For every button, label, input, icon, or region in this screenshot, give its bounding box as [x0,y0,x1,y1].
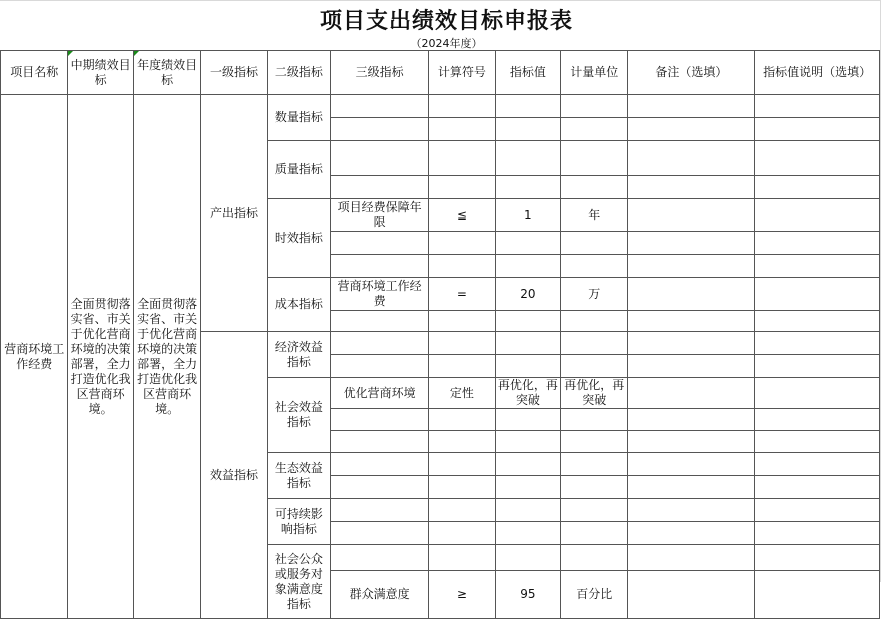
header-level1[interactable]: 一级指标 [201,51,267,95]
cell[interactable] [628,278,755,311]
cell[interactable] [429,141,495,176]
cell[interactable] [331,255,429,278]
annual-goal-cell[interactable]: 全面贯彻落实省、市关于优化营商环境的决策部署，全力打造优化我区营商环境。 [133,95,200,619]
cell[interactable] [755,453,880,476]
level2-satisfaction-cell[interactable]: 社会公众或服务对象满意度指标 [267,545,330,619]
cell[interactable] [561,232,628,255]
cell[interactable] [331,476,429,499]
cell[interactable] [628,571,755,619]
level2-economic-cell[interactable]: 经济效益指标 [267,332,330,378]
cell[interactable] [628,199,755,232]
cell[interactable] [561,355,628,378]
cell[interactable] [628,378,755,409]
cell[interactable] [429,311,495,332]
cell[interactable] [628,118,755,141]
cell[interactable] [331,95,429,118]
cell[interactable] [495,355,560,378]
social-level3-cell[interactable]: 优化营商环境 [331,378,429,409]
cell[interactable] [561,176,628,199]
header-level3[interactable]: 三级指标 [331,51,429,95]
cell[interactable] [331,355,429,378]
header-level2[interactable]: 二级指标 [267,51,330,95]
cell[interactable] [628,522,755,545]
cell[interactable] [429,499,495,522]
sheet-top-border [0,0,893,1]
cell[interactable] [755,255,880,278]
cell[interactable] [755,378,880,409]
cell[interactable] [755,545,880,571]
sheet-right-margin [880,0,893,582]
cell[interactable] [331,431,429,453]
cell[interactable] [755,431,880,453]
cell[interactable] [755,332,880,355]
cell[interactable] [495,431,560,453]
form-title: 项目支出绩效目标申报表 [319,9,573,34]
satisfaction-value-cell[interactable]: 95 [495,571,560,619]
cell[interactable] [331,311,429,332]
cell[interactable] [331,141,429,176]
cell[interactable] [495,255,560,278]
cell[interactable] [429,355,495,378]
cost-value-cell[interactable]: 20 [495,278,560,311]
cell[interactable] [628,545,755,571]
cell[interactable] [429,95,495,118]
level1-benefit-cell[interactable]: 效益指标 [201,332,267,619]
cell[interactable] [561,311,628,332]
cell[interactable] [331,545,429,571]
cell[interactable] [628,355,755,378]
header-symbol[interactable]: 计算符号 [429,51,495,95]
cell[interactable] [429,118,495,141]
cell[interactable] [755,476,880,499]
header-remark[interactable]: 备注（选填） [628,51,755,95]
cell[interactable] [628,476,755,499]
cell[interactable] [561,118,628,141]
cell[interactable] [755,232,880,255]
cell[interactable] [429,545,495,571]
cost-level3-cell[interactable]: 营商环境工作经费 [331,278,429,311]
timeliness-value-cell[interactable]: 1 [495,199,560,232]
mid-goal-cell[interactable]: 全面贯彻落实省、市关于优化营商环境的决策部署，全力打造优化我区营商环境。 [68,95,133,619]
cell[interactable] [331,176,429,199]
cell[interactable] [628,95,755,118]
cell[interactable] [628,409,755,431]
cell[interactable] [561,141,628,176]
cost-symbol-cell[interactable]: = [429,278,495,311]
cell[interactable] [429,232,495,255]
cell[interactable] [495,332,560,355]
level2-sustainable-cell[interactable]: 可持续影响指标 [267,499,330,545]
cell[interactable] [561,545,628,571]
social-value-cell[interactable]: 再优化，再突破 [495,378,560,409]
cell[interactable] [429,431,495,453]
cell[interactable] [755,571,880,619]
cell[interactable] [495,141,560,176]
cell[interactable] [755,409,880,431]
cell[interactable] [331,522,429,545]
cell[interactable] [561,409,628,431]
cell[interactable] [561,522,628,545]
cell[interactable] [495,311,560,332]
cell[interactable] [628,431,755,453]
performance-target-table [0,50,880,619]
cell[interactable] [755,311,880,332]
header-annual-goal[interactable]: 年度绩效目标 [133,51,200,95]
level2-quantity-cell[interactable]: 数量指标 [267,95,330,141]
cell[interactable] [561,95,628,118]
cell[interactable] [628,332,755,355]
cell[interactable] [628,232,755,255]
cell[interactable] [755,141,880,176]
cell[interactable] [628,311,755,332]
header-unit[interactable]: 计量单位 [561,51,628,95]
cell[interactable] [755,118,880,141]
cell[interactable] [429,409,495,431]
level2-timeliness-cell[interactable]: 时效指标 [267,199,330,278]
cell[interactable] [628,141,755,176]
cell[interactable] [495,232,560,255]
header-explain[interactable]: 指标值说明（选填） [755,51,880,95]
level2-social-cell[interactable]: 社会效益指标 [267,378,330,453]
cost-unit-cell[interactable]: 万 [561,278,628,311]
cell[interactable] [331,409,429,431]
cell[interactable] [755,278,880,311]
cell[interactable] [495,118,560,141]
form-year: （2024年度） [410,37,483,50]
level2-quality-cell[interactable]: 质量指标 [267,141,330,199]
cell[interactable] [628,176,755,199]
cell[interactable] [628,255,755,278]
cell[interactable] [561,431,628,453]
cell[interactable] [331,499,429,522]
satisfaction-symbol-cell[interactable]: ≥ [429,571,495,619]
level2-ecological-cell[interactable]: 生态效益指标 [267,453,330,499]
satisfaction-unit-cell[interactable]: 百分比 [561,571,628,619]
cell[interactable] [331,332,429,355]
project-name-cell[interactable]: 营商环境工作经费 [1,95,68,619]
cell[interactable] [755,355,880,378]
cell[interactable] [561,453,628,476]
header-mid-goal[interactable]: 中期绩效目标 [68,51,133,95]
cell[interactable] [495,176,560,199]
cell[interactable] [331,118,429,141]
cell[interactable] [429,255,495,278]
cell[interactable] [429,453,495,476]
social-unit-cell[interactable]: 再优化，再突破 [561,378,628,409]
cell[interactable] [495,476,560,499]
cell[interactable] [561,332,628,355]
cell[interactable] [755,522,880,545]
header-value[interactable]: 指标值 [495,51,560,95]
cell[interactable] [755,199,880,232]
cell[interactable] [429,522,495,545]
level1-output-cell[interactable]: 产出指标 [201,95,267,332]
cell[interactable] [755,499,880,522]
cell[interactable] [331,232,429,255]
cell[interactable] [495,545,560,571]
cell[interactable] [495,95,560,118]
timeliness-unit-cell[interactable]: 年 [561,199,628,232]
header-project-name[interactable]: 项目名称 [1,51,68,95]
cell[interactable] [755,95,880,118]
cell[interactable] [429,476,495,499]
cell[interactable] [628,453,755,476]
cell[interactable] [561,499,628,522]
cell[interactable] [561,255,628,278]
cell[interactable] [429,332,495,355]
satisfaction-level3-cell[interactable]: 群众满意度 [331,571,429,619]
social-symbol-cell[interactable]: 定性 [429,378,495,409]
cell[interactable] [561,476,628,499]
cell[interactable] [495,453,560,476]
level2-cost-cell[interactable]: 成本指标 [267,278,330,332]
timeliness-level3-cell[interactable]: 项目经费保障年限 [331,199,429,232]
cell[interactable] [628,499,755,522]
cell[interactable] [429,176,495,199]
timeliness-symbol-cell[interactable]: ≦ [429,199,495,232]
cell[interactable] [495,499,560,522]
cell[interactable] [495,522,560,545]
cell[interactable] [755,176,880,199]
cell[interactable] [331,453,429,476]
cell[interactable] [495,409,560,431]
